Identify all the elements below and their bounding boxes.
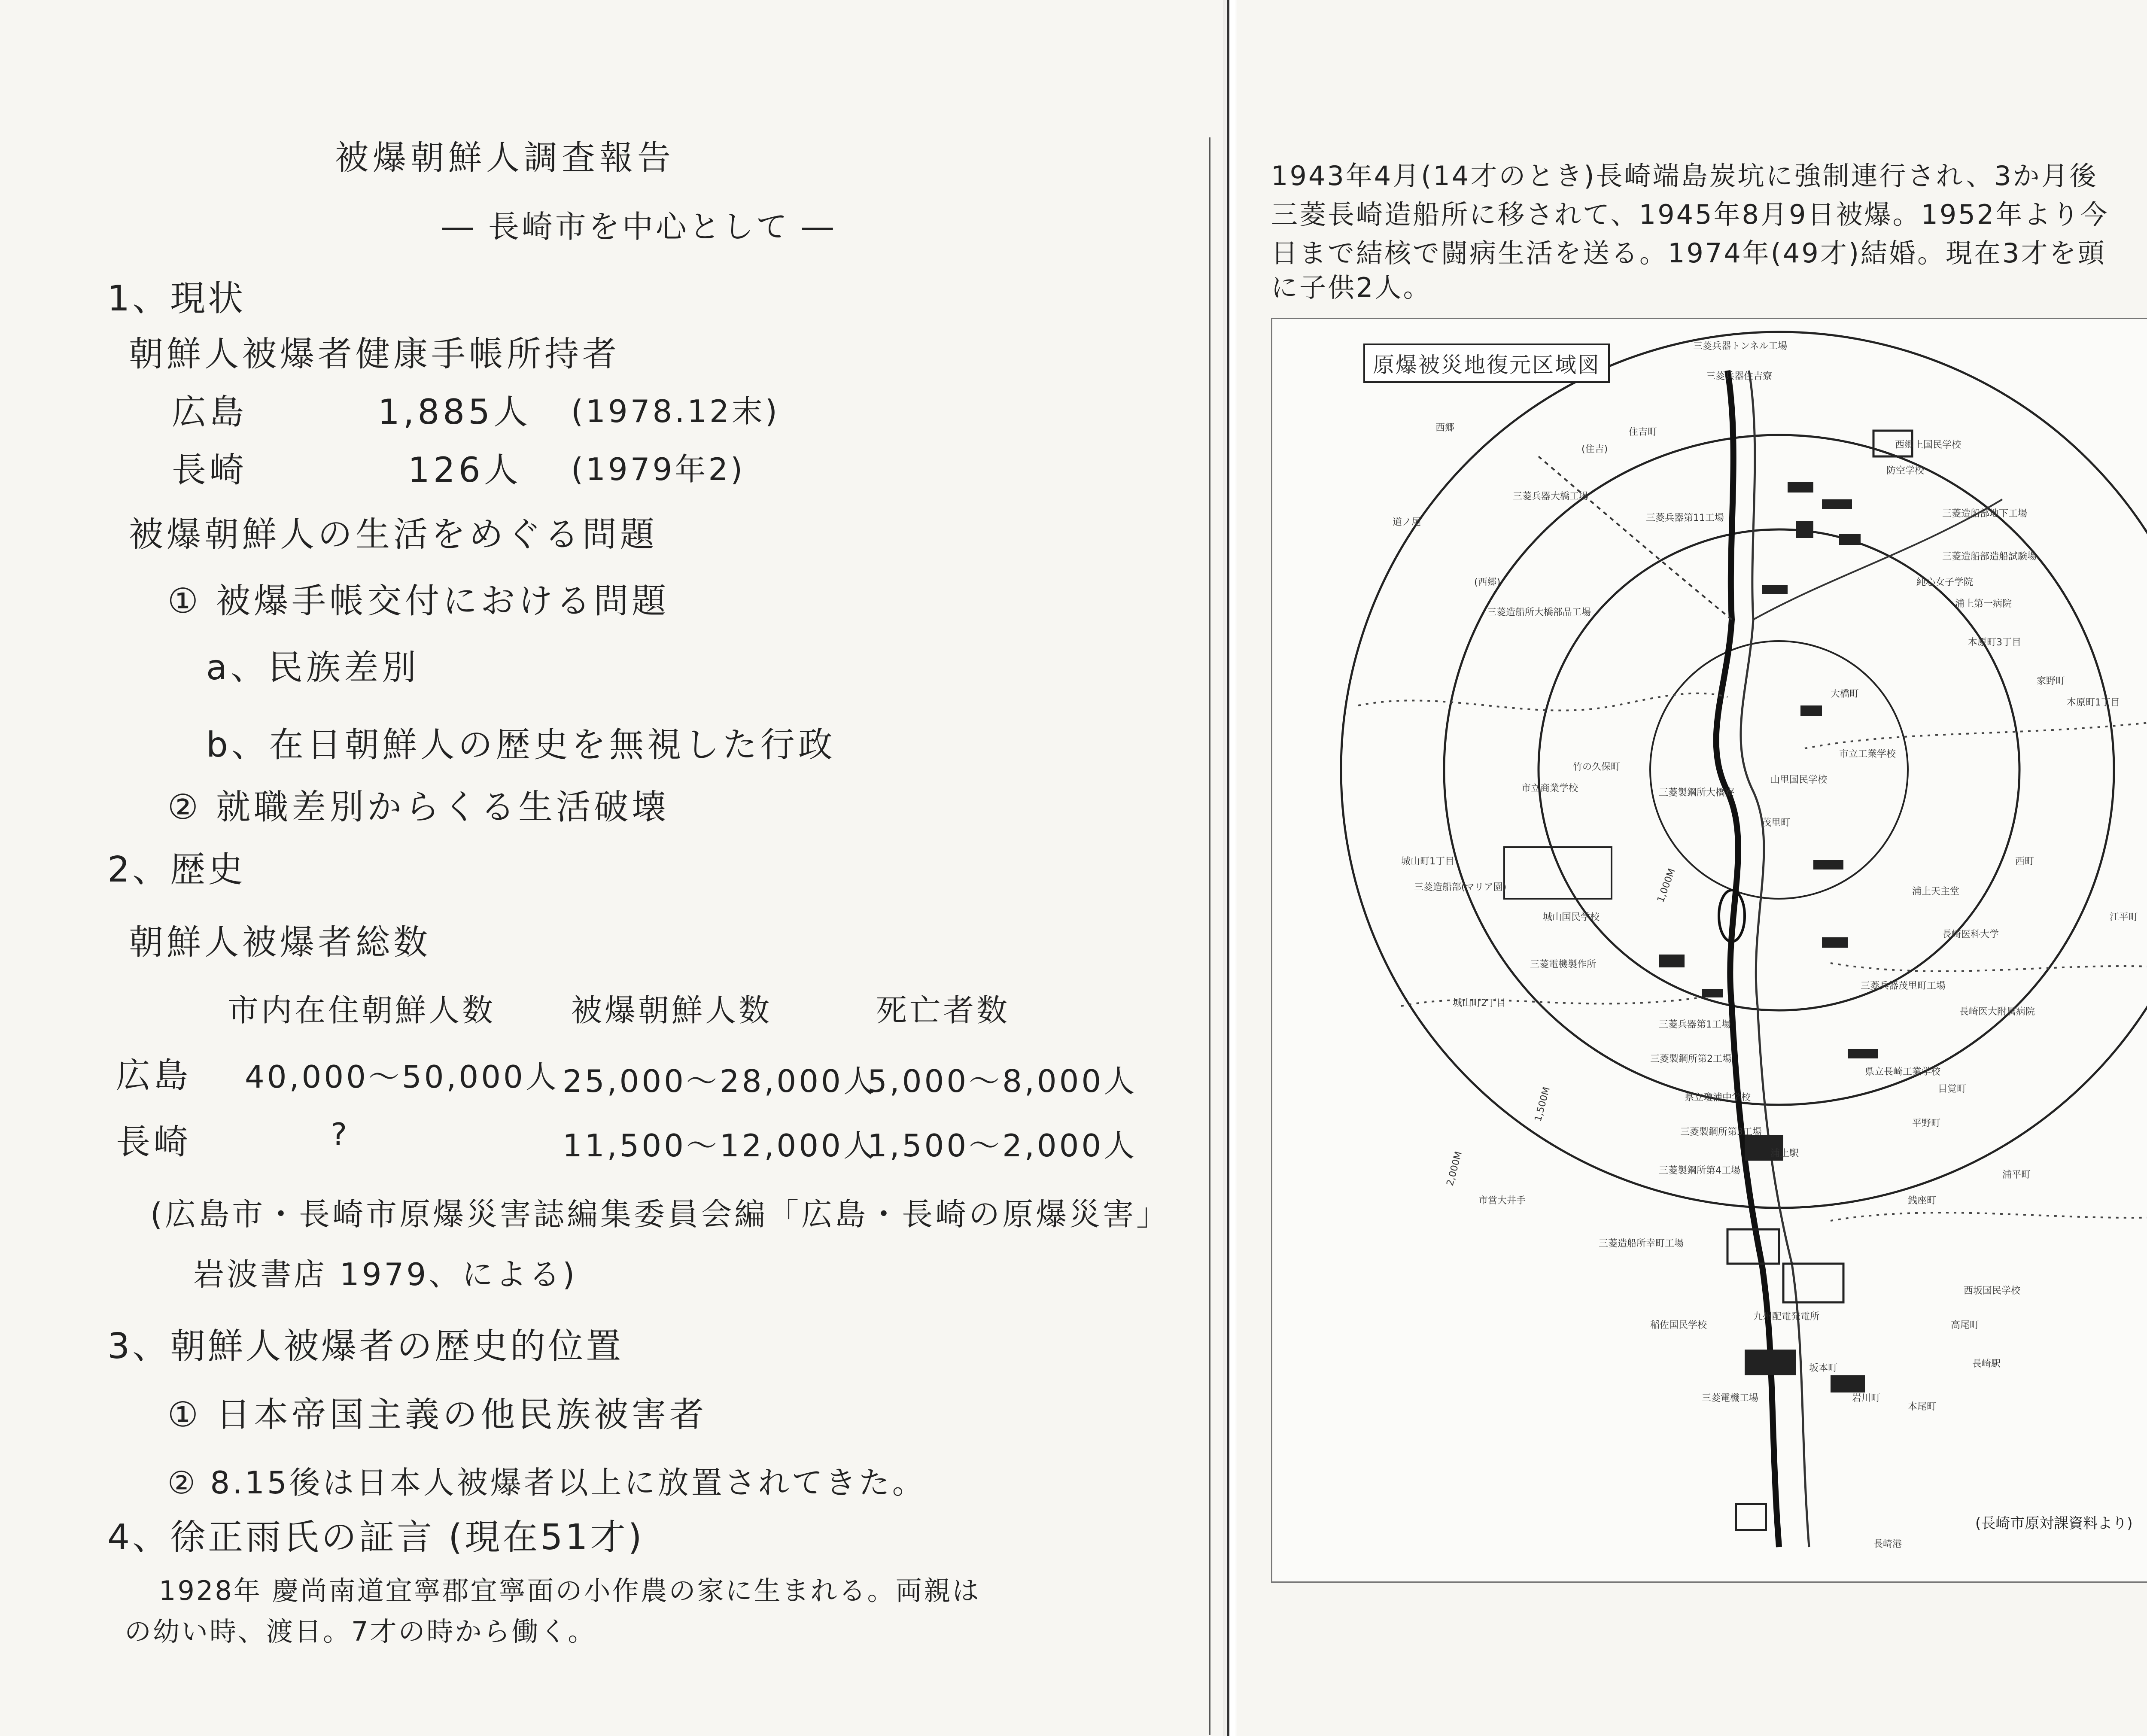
nagasaki-damage-map	[1272, 319, 2147, 1581]
holders-row-hiroshima-city: 広島	[172, 392, 247, 432]
holders-row-nagasaki-city: 長崎	[172, 450, 247, 490]
citation-line-1: (広島市・長崎市原爆災害誌編集委員会編「広島・長崎の原爆災害」	[150, 1196, 1170, 1232]
testimony-line-2: の幼い時、渡日。7才の時から働く。	[125, 1616, 596, 1647]
report-subtitle: ― 長崎市を中心として ―	[442, 209, 836, 245]
map-place-label: 三菱製鋼所第4工場	[1659, 1165, 1740, 1176]
map-place-label: 大橋町	[1831, 689, 1859, 699]
label-1500m: 1,500M	[1533, 1085, 1553, 1123]
map-place-label: (西郷)	[1474, 577, 1501, 588]
map-place-label: 城山国民学校	[1543, 912, 1600, 923]
map-place-label: 三菱電機工場	[1702, 1393, 1759, 1404]
map-place-label: 三菱製鋼所第3工場	[1680, 1127, 1762, 1137]
map-place-label: 市立工業学校	[1839, 749, 1896, 760]
map-place-label: 城山町2丁目	[1453, 998, 1506, 1009]
map-place-label: 山里国民学校	[1770, 775, 1828, 785]
map-place-label: 三菱兵器第11工場	[1646, 513, 1724, 523]
dotted-boundary-4	[1831, 963, 2147, 972]
map-place-label: 三菱造船所幸町工場	[1599, 1238, 1684, 1249]
report-title: 被爆朝鮮人調査報告	[335, 139, 675, 177]
map-place-label: 道ノ尾	[1393, 517, 1421, 528]
stats-row-nagasaki-exposed: 11,500〜12,000人	[563, 1128, 877, 1164]
label-2000m: 2,000M	[1445, 1150, 1465, 1187]
map-frame	[1271, 318, 2147, 1583]
map-place-label: 長崎医科大学	[1942, 929, 1999, 940]
dotted-boundary-3	[1401, 997, 1702, 1006]
section3-heading: 3、朝鮮人被爆者の歴史的位置	[107, 1326, 624, 1367]
stats-row-hiroshima-deaths: 5,000〜8,000人	[867, 1063, 1137, 1099]
map-place-label: 長崎駅	[1972, 1359, 2001, 1369]
testimony-continued-line-4: に子供2人。	[1271, 272, 1432, 303]
binding-line	[1227, 0, 1229, 1736]
stats-row-nagasaki-deaths: 1,500〜2,000人	[867, 1128, 1137, 1164]
map-place-label: 三菱製鋼所大橋寮	[1659, 787, 1735, 798]
map-place-label: 西郷上国民学校	[1895, 440, 1961, 450]
citation-line-2: 岩波書店 1979、による)	[193, 1256, 578, 1292]
stats-row-nagasaki-residents: ?	[331, 1116, 350, 1152]
map-place-label: 三菱兵器大橋工場	[1513, 491, 1589, 502]
stats-row-nagasaki-city: 長崎	[116, 1122, 192, 1162]
map-place-label: 浦上駅	[1770, 1148, 1799, 1159]
testimony-line-1: 1928年 慶尚南道宜寧郡宜寧面の小作農の家に生まれる。両親は	[159, 1575, 981, 1606]
map-place-label: 稲佐国民学校	[1650, 1320, 1707, 1331]
map-place-label: 西郷	[1435, 423, 1455, 433]
map-place-label: 西町	[2015, 856, 2034, 867]
ring-outer	[1341, 332, 2147, 1208]
col-header-residents: 市内在住朝鮮人数	[228, 992, 496, 1028]
map-place-label: 浦上第一病院	[1955, 599, 2012, 609]
col-header-deaths: 死亡者数	[876, 992, 1010, 1028]
map-source: (長崎市原対課資料より)	[1975, 1515, 2133, 1532]
map-place-label: 本尾町	[1908, 1402, 1937, 1412]
holders-row-hiroshima-count: 1,885人	[378, 392, 532, 432]
map-place-label: 純心女子学院	[1916, 577, 1974, 588]
map-place-label: 三菱兵器住吉寮	[1706, 371, 1773, 382]
map-place-label: 三菱造船部地下工場	[1942, 508, 2028, 519]
map-place-label: 三菱兵器茂里町工場	[1861, 981, 1946, 991]
col-header-exposed: 被爆朝鮮人数	[571, 992, 772, 1028]
map-place-label: 浦上天主堂	[1912, 886, 1960, 897]
map-place-label: 住吉町	[1629, 427, 1657, 438]
map-place-label: 城山町1丁目	[1401, 856, 1454, 867]
problem-2: ② 就職差別からくる生活破壊	[167, 787, 670, 827]
map-place-label: 銭座町	[1908, 1195, 1937, 1206]
map-place-label: 本原町1丁目	[2067, 697, 2120, 708]
map-place-label: 三菱造船部(マリア園)	[1414, 882, 1507, 893]
testimony-continued-line-1: 1943年4月(14才のとき)長崎端島炭坑に強制連行され、3か月後	[1271, 160, 2098, 192]
map-place-label: 三菱造船部造船試験場	[1942, 551, 2037, 562]
stats-row-hiroshima-residents: 40,000〜50,000人	[245, 1059, 559, 1095]
map-place-label: 九州配電発電所	[1753, 1311, 1820, 1322]
map-place-label: 平野町	[1912, 1118, 1941, 1129]
dotted-boundary-5	[1831, 1212, 2147, 1221]
map-place-label: 市立商業学校	[1521, 783, 1578, 794]
holders-label: 朝鮮人被爆者健康手帳所持者	[129, 334, 620, 374]
section3-item-2: ② 8.15後は日本人被爆者以上に放置されてきた。	[167, 1465, 926, 1501]
section1-heading: 1、現状	[107, 278, 246, 319]
margin-rule	[1209, 137, 1210, 1735]
map-place-label: 坂本町	[1809, 1363, 1838, 1374]
map-place-label: 県立瓊浦中学校	[1685, 1092, 1751, 1103]
problem-1b: b、在日朝鮮人の歴史を無視した行政	[206, 725, 836, 765]
map-place-label: 家野町	[2037, 676, 2065, 687]
map-place-label: 本原町3丁目	[1968, 637, 2021, 648]
factory-blocks	[1504, 431, 1912, 1530]
holders-row-nagasaki-count: 126人	[408, 450, 522, 490]
map-place-label: 三菱電機製作所	[1530, 959, 1597, 970]
ring-middle	[1444, 435, 2114, 1105]
map-place-label: 県立長崎工業学校	[1865, 1067, 1941, 1077]
map-place-label: 浦平町	[2002, 1170, 2031, 1180]
map-place-label: 岩川町	[1852, 1393, 1881, 1404]
testimony-continued-line-3: 日まで結核で闘病生活を送る。1974年(49才)結婚。現在3才を頭	[1271, 237, 2106, 269]
ring-core	[1650, 641, 1908, 899]
section3-item-1: ① 日本帝国主義の他民族被害者	[167, 1395, 708, 1435]
map-place-label: 三菱製鋼所第2工場	[1650, 1054, 1732, 1064]
map-place-label: 防空学校	[1886, 465, 1925, 476]
stats-row-hiroshima-city: 広島	[116, 1055, 192, 1095]
map-place-label: 目覚町	[1938, 1084, 1967, 1095]
map-place-label: 竹の久保町	[1573, 762, 1621, 772]
map-place-label: 茂里町	[1762, 818, 1791, 828]
problems-heading: 被爆朝鮮人の生活をめぐる問題	[129, 514, 658, 554]
map-title: 原爆被災地復元区域図	[1363, 344, 1610, 383]
total-label: 朝鮮人被爆者総数	[129, 922, 431, 962]
holders-row-hiroshima-note: (1978.12末)	[571, 393, 780, 429]
stats-row-hiroshima-exposed: 25,000〜28,000人	[563, 1063, 877, 1099]
problem-1a: a、民族差別	[206, 648, 420, 687]
map-place-label: (住吉)	[1581, 444, 1608, 455]
map-place-label: 西坂国民学校	[1964, 1286, 2021, 1296]
road-branch-nw	[1539, 456, 1732, 620]
map-place-label: 三菱造船所大橋部品工場	[1487, 607, 1591, 618]
problem-1: ① 被爆手帳交付における問題	[167, 581, 670, 621]
map-place-label: 市営大井手	[1478, 1195, 1526, 1206]
map-place-label: 長崎医大附属病院	[1959, 1006, 2035, 1017]
map-place-label: 三菱兵器第1工場	[1659, 1019, 1731, 1030]
section2-heading: 2、歴史	[107, 849, 246, 890]
dotted-boundary-2	[1805, 714, 2147, 748]
dotted-boundary-1	[1358, 693, 1727, 711]
testimony-continued-line-2: 三菱長崎造船所に移されて、1945年8月9日被爆。1952年より今	[1271, 199, 2109, 230]
map-place-label: 高尾町	[1951, 1320, 1980, 1331]
holders-row-nagasaki-note: (1979年2)	[571, 451, 745, 487]
map-place-label: 江平町	[2110, 912, 2138, 923]
section4-heading: 4、徐正雨氏の証言 (現在51才)	[107, 1517, 645, 1558]
map-place-label: 三菱兵器トンネル工場	[1693, 341, 1788, 352]
label-1000m: 1,000M	[1655, 867, 1678, 904]
map-place-label: 長崎港	[1873, 1539, 1902, 1550]
